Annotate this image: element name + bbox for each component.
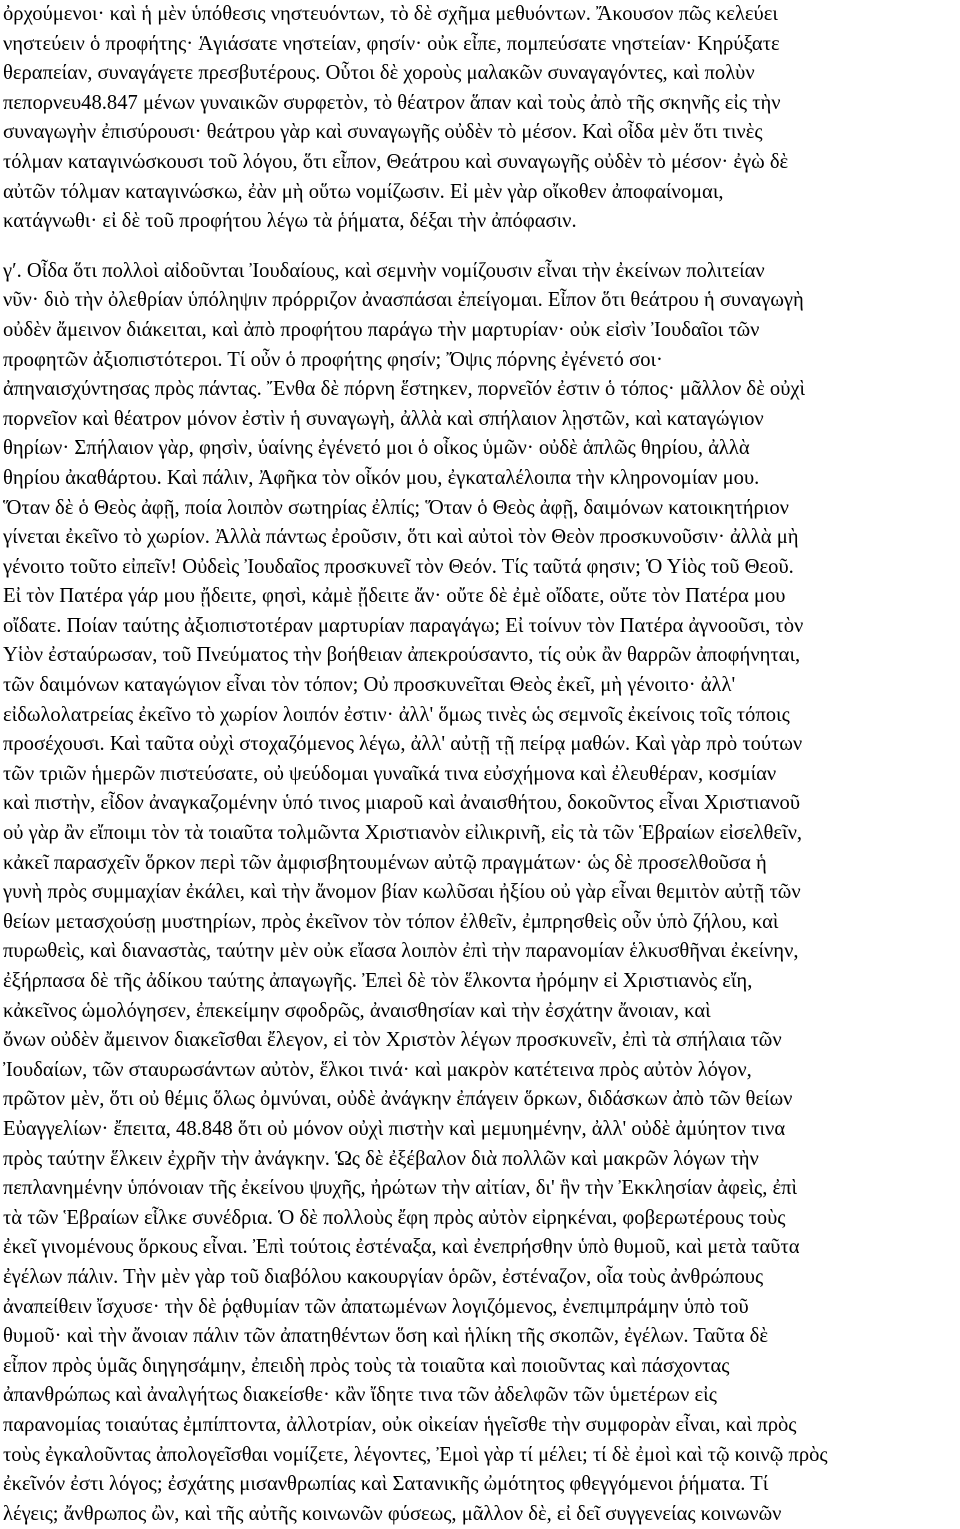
text-line: Υἱὸν ἐσταύρωσαν, τοῦ Πνεύματος τὴν βοήθειαν ἀπεκρούσαντο, τίς οὐκ ἂν θαρρῶν ἀποφήνηται,	[3, 644, 801, 667]
text-line: λέγεις; ἄνθρωπος ὢν, καὶ τῆς αὐτῆς κοινωνῶν φύσεως, μᾶλλον δὲ, εἰ δεῖ συγγενείας κοινωνῶν	[3, 1502, 782, 1525]
text-line: τῶν τριῶν ἡμερῶν πιστεύσατε, οὐ ψεύδομαι γυναῖκά τινα εὐσχήμονα καὶ ἐλευθέραν, κοσμίαν	[3, 762, 777, 785]
text-line: αὐτῶν τόλμαν καταγινώσκω, ἐὰν μὴ οὕτω νομίζωσιν. Εἰ μὲν γὰρ οἴκοθεν ἀποφαίνομαι,	[3, 180, 724, 203]
text-line: ὄνων οὐδὲν ἄμεινον διακεῖσθαι ἔλεγον, εἰ τὸν Χριστὸν λέγων προσκυνεῖν, ἐπὶ τὰ σπήλαια τῶν	[3, 1029, 782, 1052]
text-line: γένοιτο τοῦτο εἰπεῖν! Οὐδεὶς Ἰουδαῖος προσκυνεῖ τὸν Θεόν. Τίς ταῦτά φησιν; Ὁ Υἱὸς τοῦ Θεοῦ.	[3, 555, 794, 578]
text-line: ὀρχούμενοι· καὶ ἡ μὲν ὑπόθεσις νηστευόντων, τὸ δὲ σχῆμα μεθυόντων. Ἄκουσον πῶς κελεύει	[3, 3, 778, 25]
text-line: πυρωθεὶς, καὶ διαναστὰς, ταύτην μὲν οὐκ εἴασα λοιπὸν ἐπὶ τὴν παρανομίαν ἑλκυσθῆναι ἐκείνην,	[3, 940, 799, 963]
text-line: νηστεύειν ὁ προφήτης· Ἁγιάσατε νηστείαν, φησίν· οὐκ εἶπε, πομπεύσατε νηστείαν· Κηρύξατε	[3, 32, 780, 55]
text-line: τὰ τῶν Ἑβραίων εἷλκε συνέδρια. Ὁ δὲ πολλοὺς ἔφη πρὸς αὐτὸν εἰρηκέναι, φοβερωτέρους τοὺς	[3, 1206, 786, 1229]
text-line: Ὅταν δὲ ὁ Θεὸς ἀφῇ, ποία λοιπὸν σωτηρίας ἐλπίς; Ὅταν ὁ Θεὸς ἀφῇ, δαιμόνων κατοικητήριον	[3, 496, 789, 519]
text-line: τοὺς ἐγκαλοῦντας ἀπολογεῖσθαι νομίζετε, λέγοντες, Ἐμοὶ γὰρ τί μέλει; τί δὲ ἐμοὶ καὶ τῷ κοινῷ πρὸς	[3, 1443, 828, 1466]
text-line: ἐκεῖνόν ἐστι λόγος; ἐσχάτης μισανθρωπίας καὶ Σατανικῆς ὠμότητος φθεγγόμενοι ῥήματα. Τί	[3, 1473, 769, 1496]
text-line: πορνεῖον καὶ θέατρον μόνον ἐστὶν ἡ συναγωγὴ, ἀλλὰ καὶ σπήλαιον λῃστῶν, καὶ καταγώγιον	[3, 407, 764, 430]
text-line: παρανομίας τοιαύτας ἐμπίπτοντα, ἀλλοτρίαν, οὐκ οἰκείαν ἡγεῖσθε τὴν συμφορὰν εἶναι, καὶ πρὸς	[3, 1413, 797, 1436]
text-line: τόλμαν καταγινώσκουσι τοῦ λόγου, ὅτι εἶπον, Θεάτρου καὶ συναγωγῆς οὐδὲν τὸ μέσον· ἐγὼ δὲ	[3, 150, 789, 173]
text-line: θηρίων· Σπήλαιον γὰρ, φησὶν, ὑαίνης ἐγένετό μοι ὁ οἶκος ὑμῶν· οὐδὲ ἁπλῶς θηρίου, ἀλλὰ	[3, 437, 750, 460]
text-line: Εἰ τὸν Πατέρα γάρ μου ᾔδειτε, φησὶ, κἀμὲ ᾔδειτε ἄν· οὔτε δὲ ἐμὲ οἴδατε, οὔτε τὸν Πατέρα μου	[3, 585, 786, 608]
text-line: καὶ πιστὴν, εἶδον ἀναγκαζομένην ὑπό τινος μιαροῦ καὶ ἀναισθήτου, δοκοῦντος εἶναι Χριστιανοῦ	[3, 792, 801, 815]
text-line: γυνὴ πρὸς συμμαχίαν ἐκάλει, καὶ τὴν ἄνομον βίαν κωλῦσαι ἠξίου οὐ γὰρ εἶναι θεμιτὸν αὐτῇ τῶν	[3, 881, 801, 904]
paragraph	[3, 0, 957, 237]
text-line: προσέχουσι. Καὶ ταῦτα οὐχὶ στοχαζόμενος λέγω, ἀλλ' αὐτῇ τῇ πείρᾳ μαθών. Καὶ γὰρ πρὸ τούτων	[3, 733, 803, 756]
text-line: προφητῶν ἀξιοπιστότεροι. Τί οὖν ὁ προφήτης φησίν; Ὄψις πόρνης ἐγένετό σοι·	[3, 348, 663, 371]
text-line: ἀναπείθειν ἴσχυσε· τὴν δὲ ῥᾳθυμίαν τῶν ἀπατωμένων λογιζόμενος, ἐνεπιμπράμην ὑπὸ τοῦ	[3, 1295, 749, 1318]
text-line: θυμοῦ· καὶ τὴν ἄνοιαν πάλιν τῶν ἀπατηθέντων ὅση καὶ ἡλίκη τῆς σκοπῶν, ἐγέλων. Ταῦτα δὲ	[3, 1325, 769, 1348]
text-line: πεπορνευ48.847 μένων γυναικῶν συρφετὸν, τὸ θέατρον ἅπαν καὶ τοὺς ἀπὸ τῆς σκηνῆς εἰς τὴν	[3, 91, 781, 114]
paragraph	[3, 257, 957, 1529]
text-line: γʹ. Οἶδα ὅτι πολλοὶ αἰδοῦνται Ἰουδαίους, καὶ σεμνὴν νομίζουσιν εἶναι τὴν ἐκείνων πολιτείαν	[3, 259, 765, 282]
text-line: κἀκεῖνος ὡμολόγησεν, ἐπεκείμην σφοδρῶς, ἀναισθησίαν καὶ τὴν ἐσχάτην ἄνοιαν, καὶ	[3, 999, 711, 1022]
text-line: θηρίου ἀκαθάρτου. Καὶ πάλιν, Ἀφῆκα τὸν οἶκόν μου, ἐγκαταλέλοιπα τὴν κληρονομίαν μου.	[3, 466, 760, 489]
text-line: κατάγνωθι· εἰ δὲ τοῦ προφήτου λέγω τὰ ῥήματα, δέξαι τὴν ἀπόφασιν.	[3, 210, 577, 233]
text-line: οἴδατε. Ποίαν ταύτης ἀξιοπιστοτέραν μαρτυρίαν παραγάγω; Εἰ τοίνυν τὸν Πατέρα ἀγνοοῦσι, τὸν	[3, 614, 804, 637]
text-line: θείων μετασχούσῃ μυστηρίων, πρὸς ἐκεῖνον τὸν τόπον ἐλθεῖν, ἐμπρησθεὶς οὖν ὑπὸ ζήλου, καὶ	[3, 910, 779, 933]
text-line: εἶπον πρὸς ὑμᾶς διηγησάμην, ἐπειδὴ πρὸς τοὺς τὰ τοιαῦτα καὶ ποιοῦντας καὶ πάσχοντας	[3, 1354, 730, 1377]
paragraph-gap	[3, 237, 957, 257]
text-line: πρὸς ταύτην ἕλκειν ἐχρῆν τὴν ἀνάγκην. Ὡς δὲ ἐξέβαλον διὰ πολλῶν καὶ μακρῶν λόγων τὴν	[3, 1147, 759, 1170]
text-line: ἀπηναισχύντησας πρὸς πάντας. Ἔνθα δὲ πόρνη ἕστηκεν, πορνεῖόν ἐστιν ὁ τόπος· μᾶλλον δὲ οὐχὶ	[3, 378, 806, 401]
text-line: οὐ γὰρ ἂν εἴποιμι τὸν τὰ τοιαῦτα τολμῶντα Χριστιανὸν εἰλικρινῆ, εἰς τὰ τῶν Ἑβραίων εἰσελθεῖν,	[3, 822, 803, 845]
text-line: Εὐαγγελίων· ἔπειτα, 48.848 ὅτι οὐ μόνον οὐχὶ πιστὴν καὶ μεμυημένην, ἀλλ' οὐδὲ ἀμύητον τινα	[3, 1117, 786, 1140]
text-line: θεραπείαν, συναγάγετε πρεσβυτέρους. Οὗτοι δὲ χοροὺς μαλακῶν συναγαγόντες, καὶ πολὺν	[3, 62, 755, 85]
text-line: συναγωγὴν ἐπισύρουσι· θεάτρου γὰρ καὶ συναγωγῆς οὐδὲν τὸ μέσον. Καὶ οἶδα μὲν ὅτι τινὲς	[3, 121, 763, 144]
text-line: πεπλανημένην ὑπόνοιαν τῆς ἐκείνου ψυχῆς, ἠρώτων τὴν αἰτίαν, δι' ἣν τὴν Ἐκκλησίαν ἀφεὶς, ἐπὶ	[3, 1177, 798, 1200]
text-line: Ἰουδαίων, τῶν σταυρωσάντων αὐτὸν, ἕλκοι τινά· καὶ μακρὸν κατέτεινα πρὸς αὐτὸν λόγον,	[3, 1058, 752, 1081]
text-line: πρῶτον μὲν, ὅτι οὐ θέμις ὅλως ὀμνύναι, οὐδὲ ἀνάγκην ἐπάγειν ὅρκων, διδάσκων ἀπὸ τῶν θείων	[3, 1088, 793, 1111]
text-line: κἀκεῖ παρασχεῖν ὅρκον περὶ τῶν ἀμφισβητουμένων αὐτῷ πραγμάτων· ὡς δὲ προσελθοῦσα ἡ	[3, 851, 767, 874]
text-line: γίνεται ἐκεῖνο τὸ χωρίον. Ἀλλὰ πάντως ἐροῦσιν, ὅτι καὶ αὐτοὶ τὸν Θεὸν προσκυνοῦσιν· ἀλλὰ μὴ	[3, 526, 799, 549]
document-page	[3, 0, 957, 1529]
text-line: ἐκεῖ γινομένους ὅρκους εἶναι. Ἐπὶ τούτοις ἐστέναξα, καὶ ἐνεπρήσθην ὑπὸ θυμοῦ, καὶ μετὰ ταῦτα	[3, 1236, 800, 1259]
text-line: τῶν δαιμόνων καταγώγιον εἶναι τὸν τόπον; Οὐ προσκυνεῖται Θεὸς ἐκεῖ, μὴ γένοιτο· ἀλλ'	[3, 674, 736, 697]
text-line: οὐδὲν ἄμεινον διάκειται, καὶ ἀπὸ προφήτου παράγω τὴν μαρτυρίαν· οὐκ εἰσὶν Ἰουδαῖοι τῶν	[3, 318, 760, 341]
text-line: ἐγέλων πάλιν. Τὴν μὲν γὰρ τοῦ διαβόλου κακουργίαν ὁρῶν, ἐστέναζον, οἷα τοὺς ἀνθρώπους	[3, 1265, 764, 1288]
text-line: εἰδωλολατρείας ἐκεῖνο τὸ χωρίον λοιπόν ἐστιν· ἀλλ' ὅμως τινὲς ὡς σεμνοῖς ἐκείνοις τοῖς τόποις	[3, 703, 790, 726]
text-line: νῦν· διὸ τὴν ὀλεθρίαν ὑπόληψιν πρόρριζον ἀνασπάσαι ἐπείγομαι. Εἶπον ὅτι θεάτρου ἡ συναγωγὴ	[3, 289, 804, 312]
text-line: ἀπανθρώπως καὶ ἀναλγήτως διακείσθε· κἂν ἴδητε τινα τῶν ἀδελφῶν τῶν ὑμετέρων εἰς	[3, 1384, 717, 1407]
text-line: ἐξήρπασα δὲ τῆς ἀδίκου ταύτης ἀπαγωγῆς. Ἐπεὶ δὲ τὸν ἕλκοντα ἠρόμην εἰ Χριστιανὸς εἴη,	[3, 970, 753, 992]
